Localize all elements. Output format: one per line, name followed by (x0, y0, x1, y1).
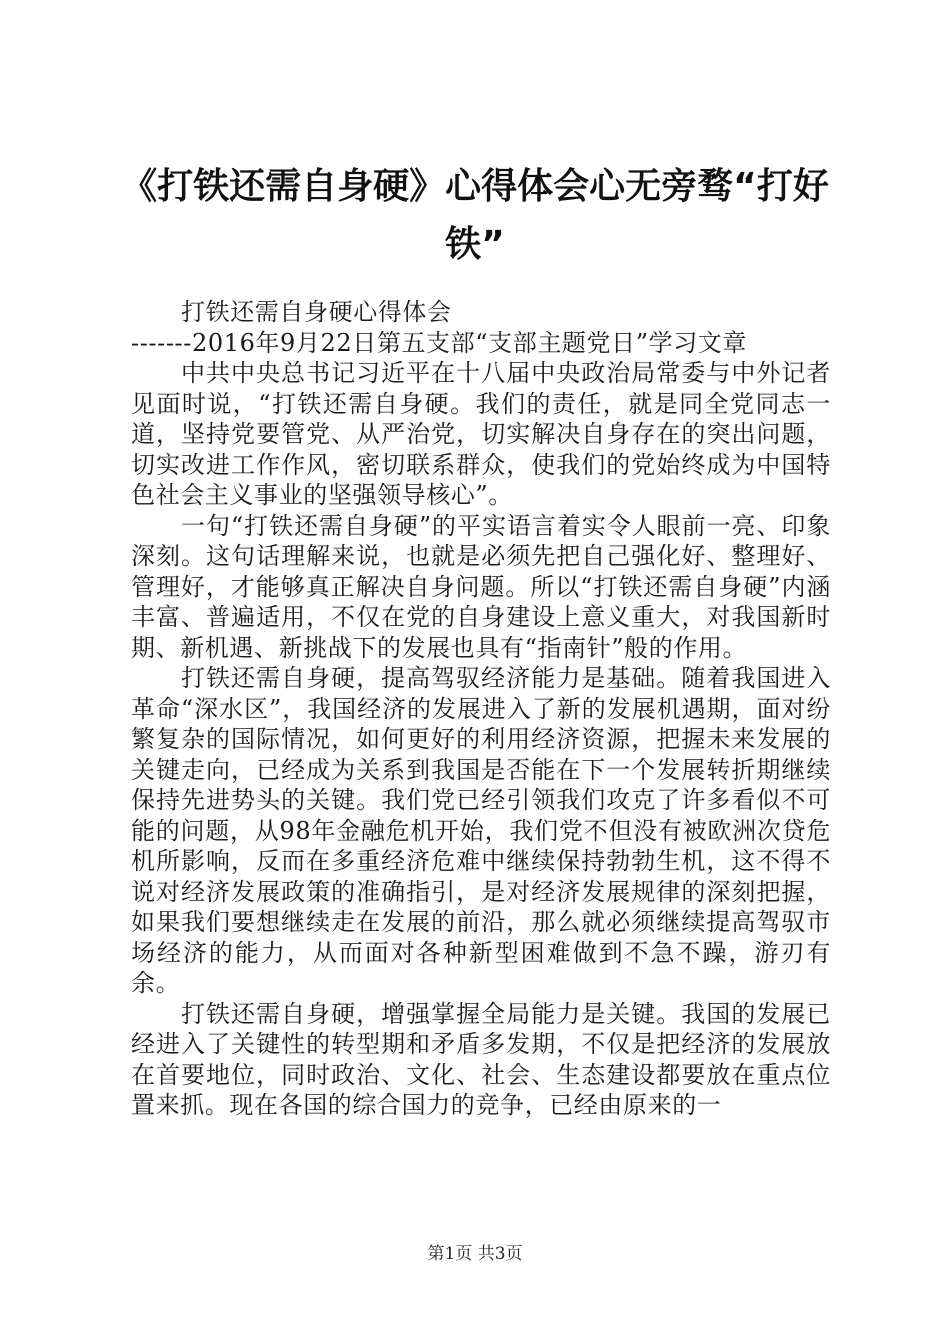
document-body (131, 297, 831, 1121)
paragraph: 打铁还需自身硬，增强掌握全局能力是关键。我国的发展已经进入了关键性的转型期和矛盾多发期，不仅是把经济的发展放在首要地位，同时政治、文化、社会、生态建设都要放在重点位置来抓。现在各国的综合国力的竞争，已经由原来的一 (131, 999, 831, 1119)
page-number-footer: 第1页 共3页 (427, 1244, 523, 1264)
paragraph: 一句“打铁还需自身硬”的平实语言着实令人眼前一亮、印象深刻。这句话理解来说，也就是必须先把自己强化好、整理好、管理好，才能够真正解决自身问题。所以“打铁还需自身硬”内涵丰富、普遍适用，不仅在党的自身建设上意义重大，对我国新时期、新机遇、新挑战下的发展也具有“指南针”般的作用。 (131, 511, 831, 662)
document-dateline: -------2016年9月22日第五支部“支部主题党日”学习文章 (131, 328, 747, 357)
document-subtitle: 打铁还需自身硬心得体会 (181, 298, 452, 326)
document-title: 《打铁还需自身硬》心得体会心无旁骛“打好铁” (121, 166, 829, 265)
paragraph: 中共中央总书记习近平在十八届中央政治局常委与中外记者见面时说，“打铁还需自身硬。我们的责任，就是同全党同志一道，坚持党要管党、从严治党，切实解决自身存在的突出问题，切实改进工作作风，密切联系群众，使我们的党始终成为中国特色社会主义事业的坚强领导核心”。 (131, 359, 831, 509)
paragraph: 打铁还需自身硬，提高驾驭经济能力是基础。随着我国进入革命“深水区”，我国经济的发展进入了新的发展机遇期，面对纷繁复杂的国际情况，如何更好的利用经济资源，把握未来发展的关键走向，已经成为关系到我国是否能在下一个发展转折期继续保持先进势头的关键。我们党已经引领我们攻克了许多看似不可能的问题，从98年金融危机开始，我们党不但没有被欧洲次贷危机所影响，反而在多重经济危难中继续保持勃勃生机，这不得不说对经济发展政策的准确指引，是对经济发展规律的深刻把握，如果我们要想继续走在发展的前沿，那么就必须继续提高驾驭市场经济的能力，从而面对各种新型困难做到不急不躁，游刃有余。 (131, 664, 831, 997)
